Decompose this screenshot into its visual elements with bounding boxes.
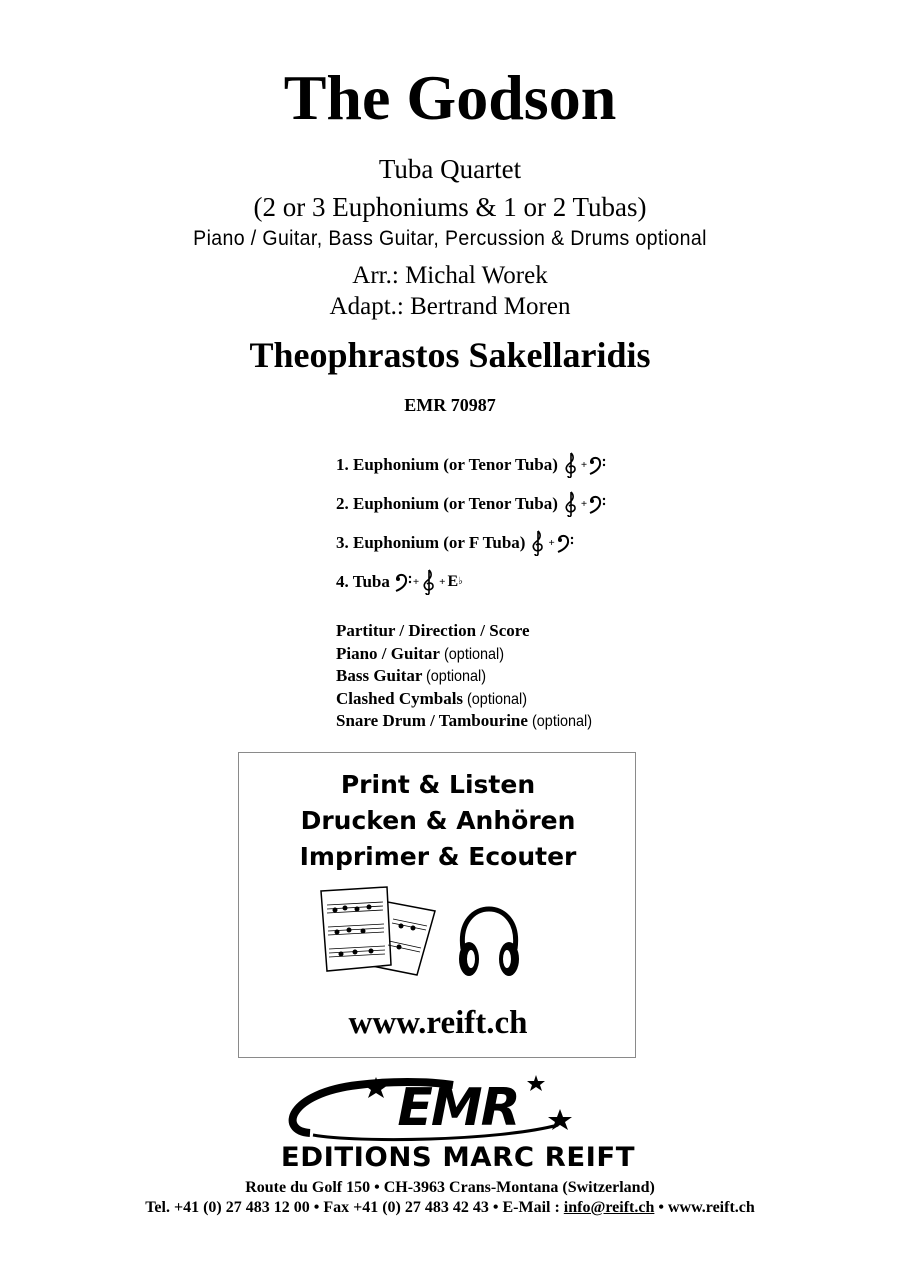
print-listen-box[interactable] [238,752,636,1058]
piece-title: The Godson [283,62,617,133]
treble-clef-icon [562,452,580,478]
adapter: Adapt.: Bertrand Moren [329,293,571,320]
contact-prefix: Tel. +41 (0) 27 483 12 00 • Fax +41 (0) 27 483 42 43 • E-Mail : [145,1199,564,1216]
logo-mark: EMR [397,1078,519,1138]
emr-logo [238,1073,678,1173]
extra-note: (optional) [443,645,504,663]
promo-url[interactable]: www.reift.ch [348,1005,528,1041]
logo-name: EDITIONS MARC REIFT [280,1142,636,1173]
promo-line-de: Drucken & Anhören [300,806,576,835]
treble-clef-icon [420,569,438,595]
part-item [336,445,676,484]
clefs [394,569,463,595]
extra-label: Bass Guitar [336,666,423,686]
plus-sign: + [580,497,588,510]
bass-clef-icon [556,530,574,556]
promo-line-en: Print & Listen [340,770,536,799]
catalog-number: EMR 70987 [404,395,496,415]
plus-sign: + [580,458,588,471]
optional-instruments: Piano / Guitar, Bass Guitar, Percussion & Drums optional [193,227,707,250]
part-label: 2. Euphonium (or Tenor Tuba) [336,493,558,513]
plus-sign: + [412,575,420,588]
instrumentation: (2 or 3 Euphoniums & 1 or 2 Tubas) [253,192,647,222]
treble-clef-icon [562,491,580,517]
extra-item [336,620,696,643]
sheet-music-icon [313,883,439,979]
extra-note: (optional) [531,713,592,731]
arranger: Arr.: Michal Worek [352,262,548,289]
extra-label: Clashed Cymbals [336,688,464,708]
bass-clef-icon [394,569,412,595]
clefs [529,530,573,556]
promo-line-fr: Imprimer & Ecouter [299,842,577,871]
key-label: E [447,572,459,590]
extra-label: Partitur / Direction / Score [336,621,530,640]
part-item [336,523,676,562]
part-label: 3. Euphonium (or F Tuba) [336,532,526,552]
extra-item [336,710,696,733]
extra-note: (optional) [467,690,528,708]
email-link[interactable]: info@reift.ch [563,1199,655,1216]
extra-label: Snare Drum / Tambourine [336,711,528,731]
extra-note: (optional) [426,668,487,686]
extras-list [336,620,696,733]
contact-suffix[interactable]: • www.reift.ch [654,1199,755,1216]
extra-label: Piano / Guitar [336,643,440,663]
bass-clef-icon [588,491,606,517]
composer: Theophrastos Sakellaridis [249,335,651,375]
clefs [562,491,606,517]
publisher-contact [0,1198,900,1218]
treble-clef-icon [529,530,547,556]
headphones-icon [453,903,525,981]
plus-sign: + [548,536,555,549]
part-item [336,484,676,523]
flat-sign: ♭ [458,576,463,587]
clefs [562,452,606,478]
bass-clef-icon [588,452,606,478]
extra-item [336,643,696,666]
publisher-address: Route du Golf 150 • CH-3963 Crans-Montana (Switzerland) [245,1179,655,1196]
part-label: 4. Tuba [336,571,390,591]
part-label: 1. Euphonium (or Tenor Tuba) [336,454,558,474]
ensemble-subtitle: Tuba Quartet [378,154,522,184]
extra-item [336,665,696,688]
extra-item [336,688,696,711]
part-item [336,562,676,601]
plus-sign: + [439,575,446,588]
parts-list [336,445,676,601]
